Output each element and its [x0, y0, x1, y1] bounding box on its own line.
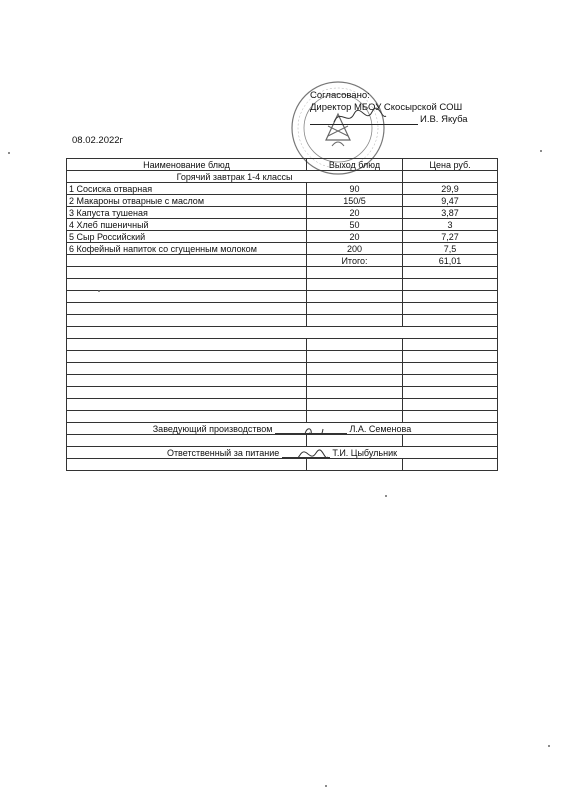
- approval-title: Согласовано:: [310, 90, 370, 101]
- empty-row: [67, 387, 498, 399]
- empty-row: [67, 351, 498, 363]
- dish-output: 20: [307, 231, 403, 243]
- empty-row: [67, 375, 498, 387]
- nutrition-label: Ответственный за питание: [166, 447, 280, 458]
- approval-signer: И.В. Якуба: [420, 114, 468, 125]
- total-label: Итого:: [307, 255, 403, 267]
- production-signature-row: [67, 423, 498, 435]
- header-dish-name: Наименование блюд: [67, 159, 307, 171]
- empty-row: [67, 279, 498, 291]
- dish-output: 20: [307, 207, 403, 219]
- scan-speck: [385, 495, 387, 497]
- nutrition-signature-row: [67, 447, 498, 459]
- empty-row: [67, 327, 498, 339]
- dish-name: 5 Сыр Российский: [67, 231, 307, 243]
- dish-name: 2 Макароны отварные с маслом: [67, 195, 307, 207]
- section-row: [67, 171, 498, 183]
- production-name: Л.А. Семенова: [349, 423, 412, 434]
- empty-row: [67, 315, 498, 327]
- nutrition-signature-icon: [282, 449, 330, 459]
- section-title: Горячий завтрак 1-4 классы: [67, 171, 403, 183]
- scan-speck: [325, 785, 327, 787]
- approval-block: [310, 90, 468, 126]
- total-value: 61,01: [403, 255, 498, 267]
- dish-output: 50: [307, 219, 403, 231]
- empty-row: [67, 459, 498, 471]
- table-header-row: [67, 159, 498, 171]
- dish-name: 3 Капуста тушеная: [67, 207, 307, 219]
- empty-row: [67, 399, 498, 411]
- production-signature-underline: [275, 433, 347, 434]
- empty-row: [67, 435, 498, 447]
- empty-row: [67, 363, 498, 375]
- table-cell: [403, 171, 498, 183]
- nutrition-signature-cell: [67, 447, 498, 459]
- empty-row: [67, 303, 498, 315]
- empty-row: [67, 291, 498, 303]
- approval-position: Директор МБОУ Скосырской СОШ: [310, 102, 463, 113]
- scan-speck: [98, 290, 100, 292]
- table-row: [67, 219, 498, 231]
- dish-output: 150/5: [307, 195, 403, 207]
- production-signature-icon: [299, 423, 329, 435]
- empty-row: [67, 267, 498, 279]
- table-row: [67, 207, 498, 219]
- empty-row: [67, 339, 498, 351]
- table-row: [67, 183, 498, 195]
- dish-output: 200: [307, 243, 403, 255]
- production-signature-cell: [67, 423, 498, 435]
- dish-name: 6 Кофейный напиток со сгущенным молоком: [67, 243, 307, 255]
- table-row: [67, 231, 498, 243]
- dish-name: 1 Сосиска отварная: [67, 183, 307, 195]
- empty-row: [67, 411, 498, 423]
- dish-output: 90: [307, 183, 403, 195]
- production-label: Заведующий производством: [152, 423, 273, 434]
- scan-speck: [8, 152, 10, 154]
- nutrition-signature-underline: [282, 457, 330, 458]
- scan-speck: [548, 745, 550, 747]
- table-cell: [67, 255, 307, 267]
- header-output: Выход блюд: [307, 159, 403, 171]
- director-signature-icon: [330, 106, 390, 128]
- dish-price: 9,47: [403, 195, 498, 207]
- header-price: Цена руб.: [403, 159, 498, 171]
- dish-price: 3: [403, 219, 498, 231]
- document-date: 08.02.2022г: [72, 135, 124, 146]
- scan-speck: [540, 150, 542, 152]
- dish-price: 29,9: [403, 183, 498, 195]
- table-row: [67, 195, 498, 207]
- dish-price: 3,87: [403, 207, 498, 219]
- nutrition-name: Т.И. Цыбульник: [332, 447, 398, 458]
- dish-name: 4 Хлеб пшеничный: [67, 219, 307, 231]
- dish-price: 7,27: [403, 231, 498, 243]
- dish-price: 7,5: [403, 243, 498, 255]
- menu-table: [66, 158, 498, 471]
- approval-signature-line: [310, 114, 468, 126]
- table-row: [67, 243, 498, 255]
- total-row: [67, 255, 498, 267]
